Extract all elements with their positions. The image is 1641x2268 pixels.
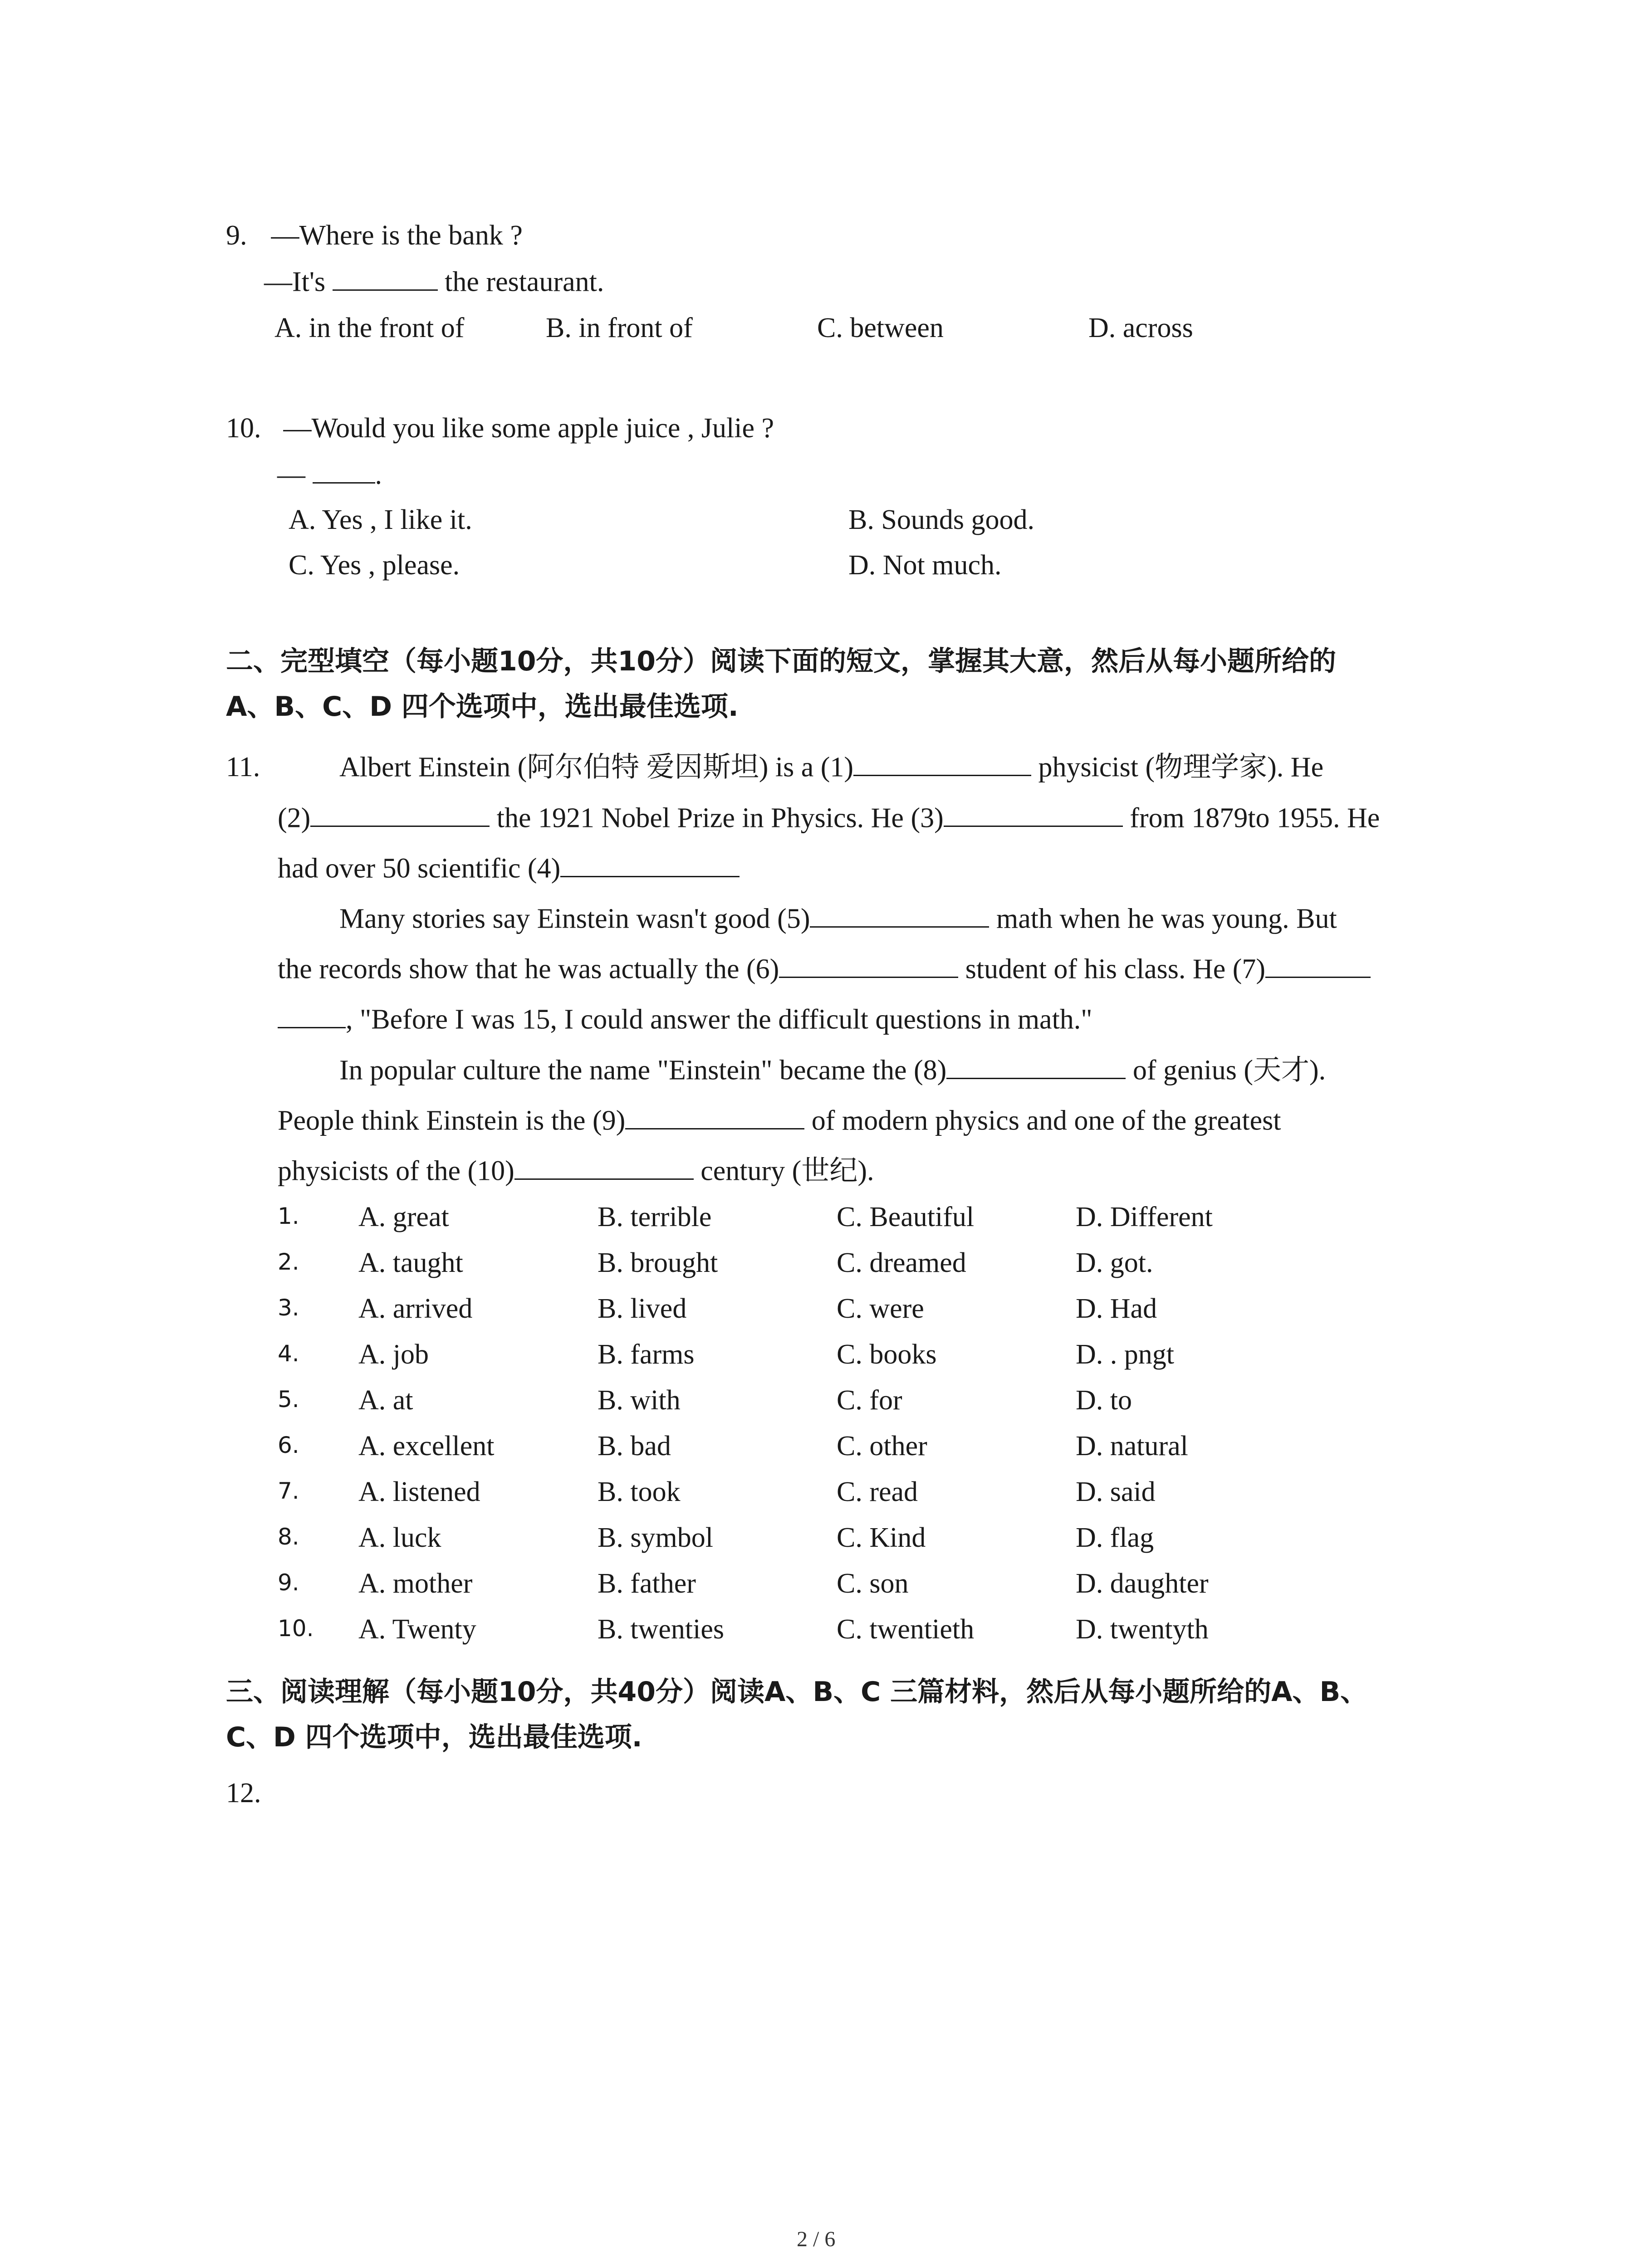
choice-d: D. Had — [1076, 1293, 1157, 1324]
q11-p1-line3: had over 50 scientific (4) — [278, 854, 740, 882]
q11-p3-line1: In popular culture the name "Einstein" became the (8) of genius (天才). — [339, 1055, 1326, 1086]
q10-reply: — . — [277, 459, 382, 490]
q11-p2-line2: the records show that he was actually the (6) student of his class. He (7) — [278, 955, 1371, 983]
answer-blank — [313, 460, 375, 484]
q9-option-a: A. in the front of — [274, 313, 465, 343]
choice-b: B. bad — [598, 1431, 671, 1461]
choice-number: 5. — [278, 1386, 299, 1413]
choice-b: B. lived — [598, 1293, 687, 1324]
choice-a: A. luck — [358, 1522, 441, 1553]
q9-reply: —It's the restaurant. — [264, 266, 604, 298]
choice-a: A. great — [358, 1202, 449, 1232]
q11-p1-line1: Albert Einstein (阿尔伯特 爱因斯坦) is a (1) physicist (物理学家). He — [339, 752, 1324, 783]
q10-option-d: D. Not much. — [848, 550, 1002, 581]
q9-number: 9. — [226, 220, 247, 251]
q11-p1-line2: (2) the 1921 Nobel Prize in Physics. He (3) from 1879to 1955. He — [278, 802, 1380, 834]
q11-p2-line1: Many stories say Einstein wasn't good (5) math when he was young. But — [339, 903, 1337, 934]
choice-a: A. arrived — [358, 1293, 473, 1324]
q9-stem — [226, 221, 523, 249]
choice-b: B. terrible — [598, 1202, 712, 1232]
choice-d: D. daughter — [1076, 1568, 1209, 1599]
choice-b: B. farms — [598, 1339, 695, 1370]
choice-a: A. excellent — [358, 1431, 495, 1461]
choice-c: C. other — [837, 1431, 927, 1461]
choice-b: B. twenties — [598, 1614, 724, 1645]
section2-heading-line2: A、B、C、D 四个选项中，选出最佳选项. — [226, 691, 739, 723]
q10-number: 10. — [226, 413, 261, 444]
choice-b: B. with — [598, 1385, 681, 1416]
answer-blank-1 — [853, 753, 1031, 776]
choice-a: A. Twenty — [358, 1614, 476, 1645]
choice-b: B. brought — [598, 1247, 718, 1278]
choice-d: D. said — [1076, 1476, 1156, 1507]
choice-a: A. listened — [358, 1476, 480, 1507]
q12-number: 12. — [226, 1778, 261, 1809]
q11-number: 11. — [226, 752, 260, 782]
answer-blank-2 — [310, 804, 490, 827]
answer-blank-9 — [625, 1106, 804, 1129]
choice-c: C. twentieth — [837, 1614, 975, 1645]
choice-number: 6. — [278, 1432, 299, 1458]
q9-option-c: C. between — [817, 313, 944, 343]
choice-d: D. flag — [1076, 1522, 1154, 1553]
answer-blank-4 — [560, 854, 740, 877]
choice-number: 4. — [278, 1340, 299, 1367]
q10-option-c: C. Yes , please. — [289, 550, 460, 581]
choice-d: D. twentyth — [1076, 1614, 1209, 1645]
answer-blank-7 — [1265, 955, 1371, 978]
answer-blank-7-cont — [278, 1005, 346, 1028]
q9-option-d: D. across — [1088, 313, 1193, 343]
answer-blank-6 — [779, 955, 958, 978]
choice-number: 8. — [278, 1524, 299, 1550]
q10-stem — [226, 414, 774, 442]
choice-c: C. read — [837, 1476, 918, 1507]
answer-blank-10 — [514, 1157, 694, 1180]
section3-heading-line1: 三、阅读理解（每小题10分，共40分）阅读A、B、C 三篇材料，然后从每小题所给的A、B、 — [226, 1676, 1368, 1708]
choice-b: B. symbol — [598, 1522, 713, 1553]
q10-question: —Would you like some apple juice , Julie ? — [283, 413, 774, 444]
answer-blank — [333, 268, 438, 291]
q10-option-b: B. Sounds good. — [848, 504, 1034, 535]
choice-c: C. books — [837, 1339, 937, 1370]
choice-c: C. son — [837, 1568, 909, 1599]
section2-heading-line1: 二、完型填空（每小题10分，共10分）阅读下面的短文，掌握其大意，然后从每小题所给的 — [226, 645, 1336, 677]
choice-a: A. taught — [358, 1247, 463, 1278]
choice-number: 7. — [278, 1478, 299, 1504]
choice-d: D. to — [1076, 1385, 1132, 1416]
choice-d: D. got. — [1076, 1247, 1153, 1278]
q9-option-b: B. in front of — [546, 313, 693, 343]
answer-blank-8 — [946, 1056, 1126, 1079]
choice-d: D. Different — [1076, 1202, 1213, 1232]
section3-heading-line2: C、D 四个选项中，选出最佳选项. — [226, 1721, 642, 1753]
choice-c: C. Beautiful — [837, 1202, 975, 1232]
q11-p3-line3: physicists of the (10) century (世纪). — [278, 1155, 874, 1187]
answer-blank-3 — [944, 804, 1123, 827]
page-number: 2 / 6 — [797, 2227, 836, 2251]
answer-blank-5 — [810, 904, 989, 928]
choice-b: B. took — [598, 1476, 681, 1507]
q11-p3-line2: People think Einstein is the (9) of modern physics and one of the greatest — [278, 1105, 1281, 1136]
choice-b: B. father — [598, 1568, 696, 1599]
choice-c: C. dreamed — [837, 1247, 966, 1278]
choice-c: C. Kind — [837, 1522, 926, 1553]
choice-number: 10. — [278, 1615, 314, 1642]
choice-number: 2. — [278, 1249, 299, 1275]
choice-number: 1. — [278, 1203, 299, 1229]
choice-d: D. . pngt — [1076, 1339, 1174, 1370]
q9-question: —Where is the bank ? — [271, 220, 523, 251]
choice-a: A. mother — [358, 1568, 473, 1599]
choice-number: 9. — [278, 1569, 299, 1596]
q11-p2-line3: , "Before I was 15, I could answer the difficult questions in math." — [278, 1005, 1092, 1033]
choice-c: C. for — [837, 1385, 902, 1416]
choice-number: 3. — [278, 1295, 299, 1321]
choice-a: A. at — [358, 1385, 413, 1416]
q10-option-a: A. Yes , I like it. — [289, 504, 472, 535]
choice-d: D. natural — [1076, 1431, 1188, 1461]
choice-c: C. were — [837, 1293, 924, 1324]
choice-a: A. job — [358, 1339, 429, 1370]
